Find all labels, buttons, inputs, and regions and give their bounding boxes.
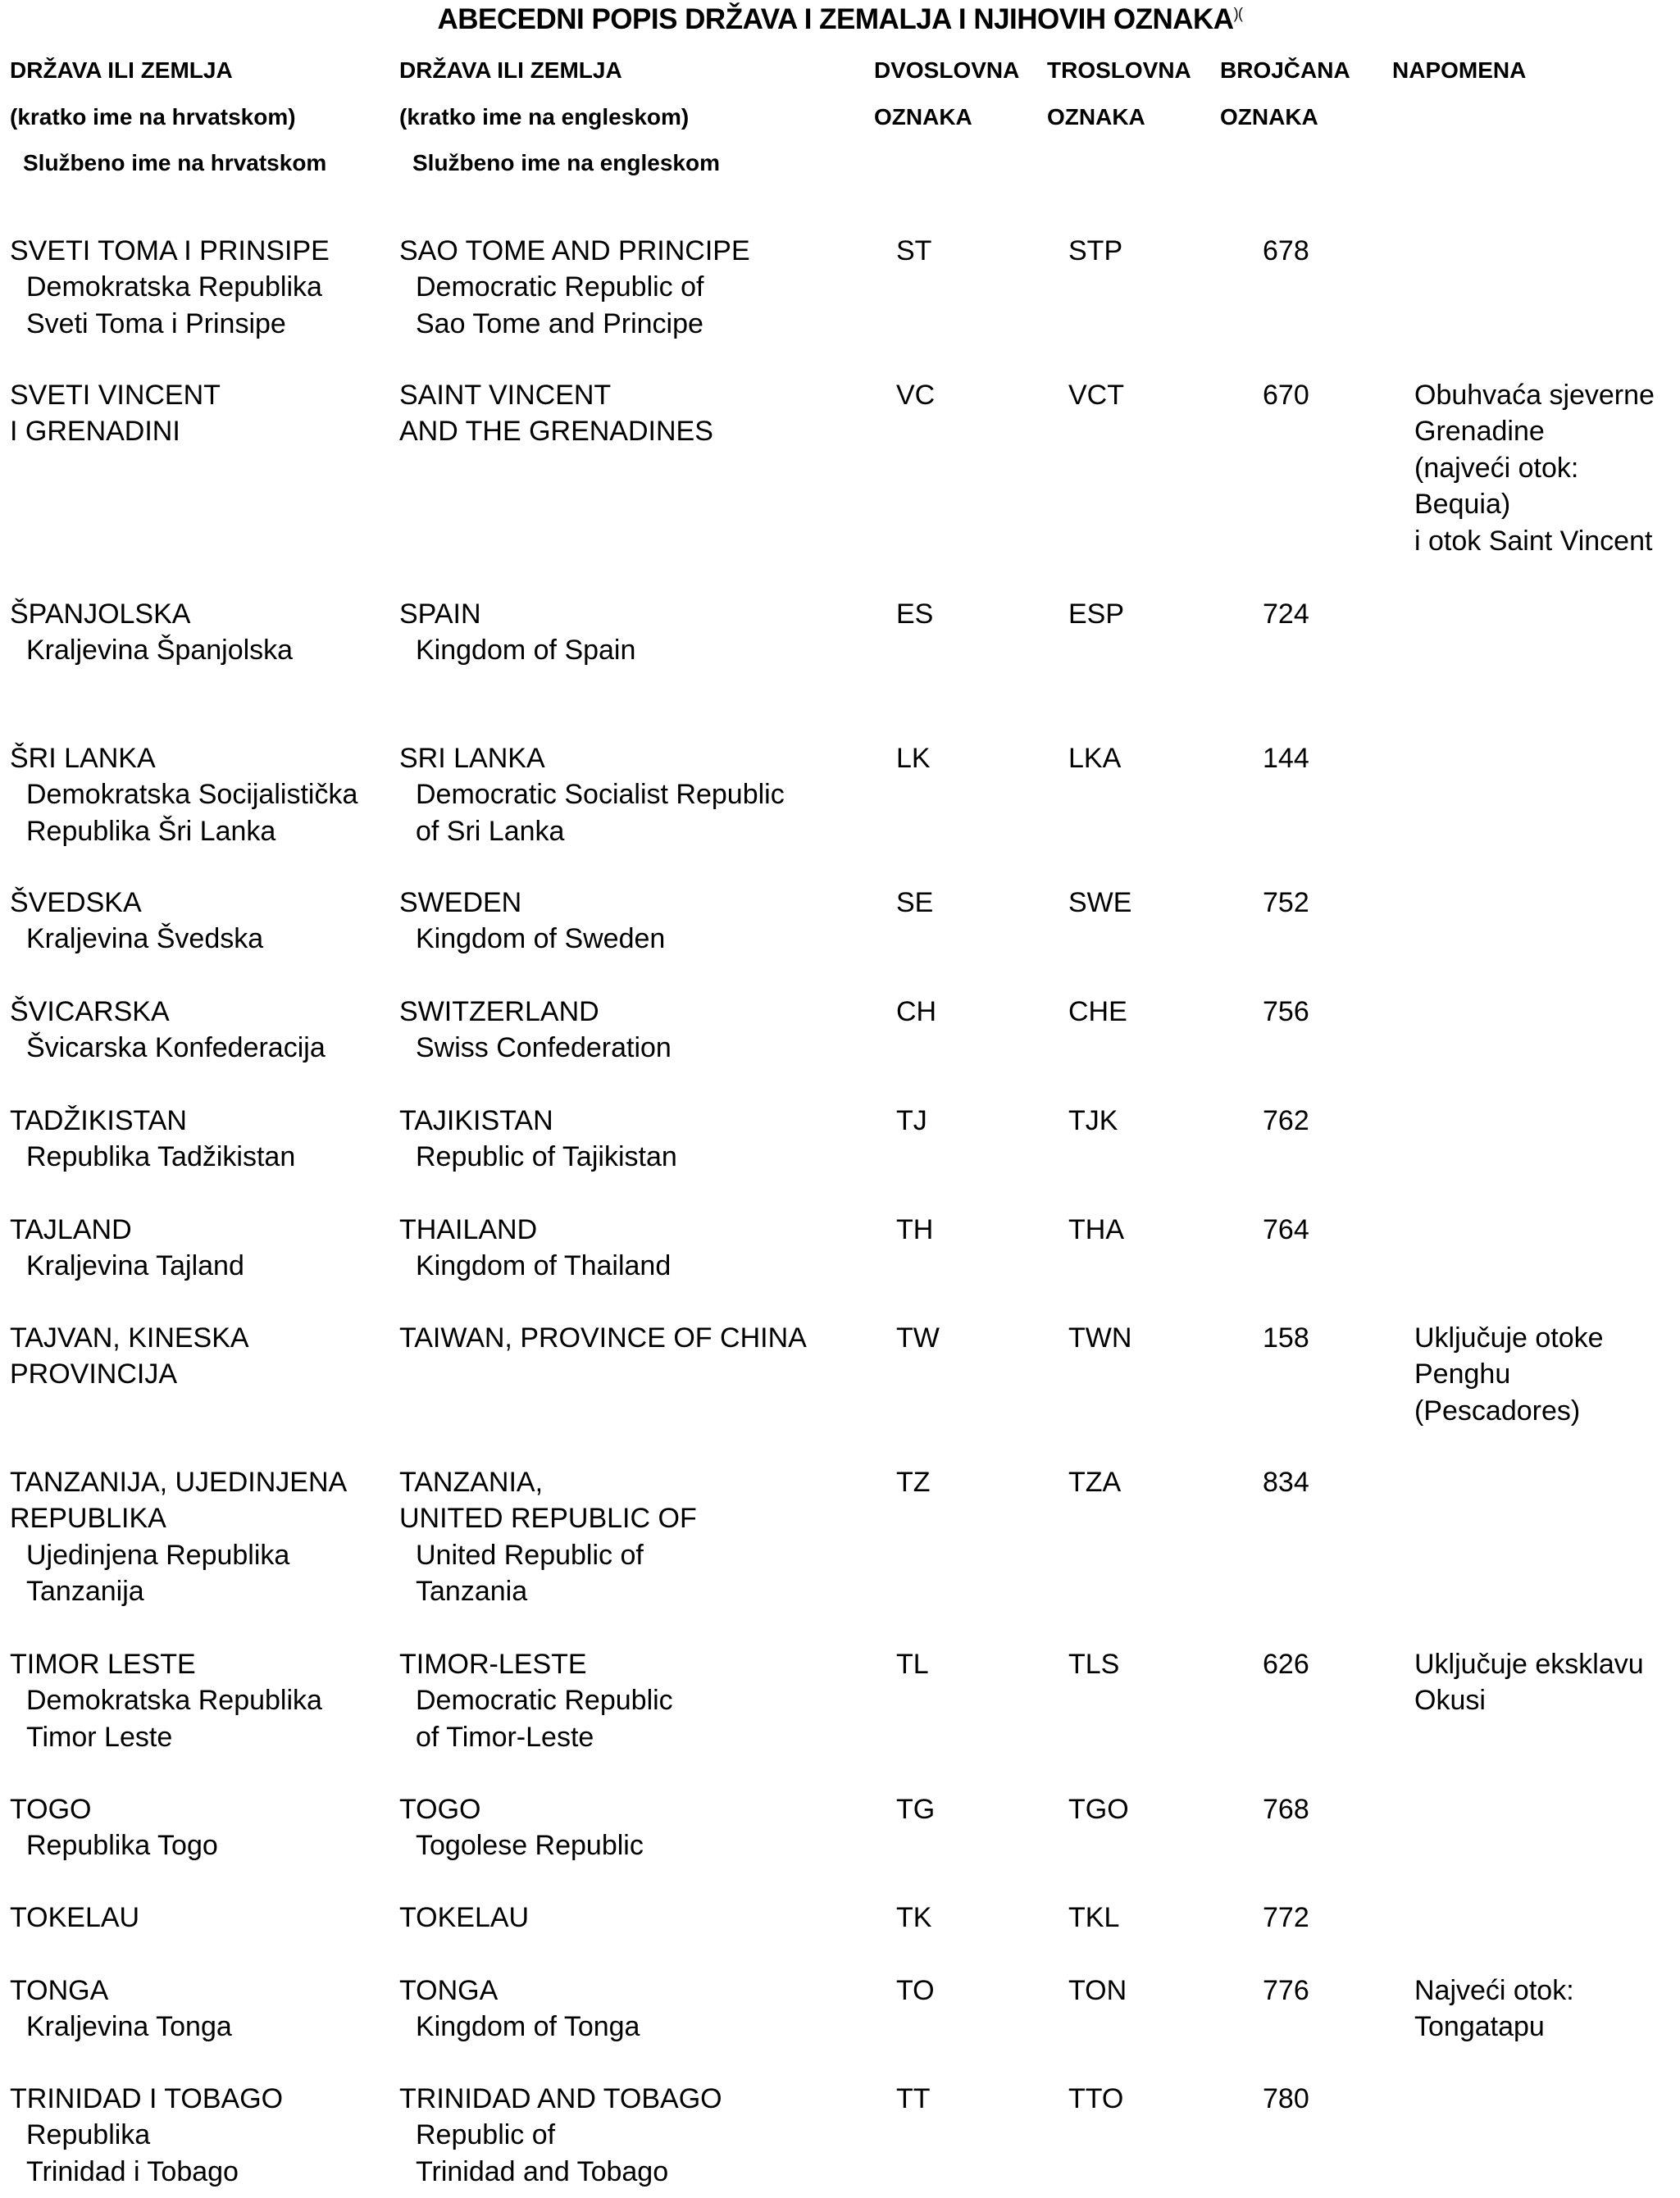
croatian-name-line: Republika Tadžikistan <box>26 1141 296 1173</box>
header-en-official: Službeno ime na engleskom <box>412 150 720 175</box>
english-name-line: SWEDEN <box>399 887 522 918</box>
english-name-line: TRINIDAD AND TOBAGO <box>399 2083 722 2114</box>
alpha2-code: TZ <box>896 1467 931 1498</box>
english-name <box>399 233 750 342</box>
numeric-code: 776 <box>1263 1975 1309 2006</box>
alpha3-code: VCT <box>1068 380 1124 411</box>
header-hr-name: DRŽAVA ILI ZEMLJA <box>10 57 233 83</box>
english-name <box>399 1212 671 1285</box>
alpha3-code: TWN <box>1068 1322 1132 1354</box>
note-line: Bequia) <box>1414 489 1511 521</box>
numeric-code: 626 <box>1263 1649 1309 1680</box>
croatian-name-line: Demokratska Republika <box>26 271 322 303</box>
croatian-name <box>10 233 330 342</box>
english-name-line: of Sri Lanka <box>416 815 565 847</box>
english-name-line: Kingdom of Spain <box>416 635 636 667</box>
croatian-name <box>10 596 293 669</box>
alpha2-code: CH <box>896 996 937 1027</box>
english-name-line: Democratic Republic <box>416 1685 673 1717</box>
english-name-line: Trinidad and Tobago <box>416 2155 669 2187</box>
croatian-name-line: Kraljevina Tajland <box>26 1250 244 1282</box>
alpha3-code: TKL <box>1068 1902 1120 1933</box>
english-name <box>399 1103 677 1176</box>
numeric-code: 752 <box>1263 887 1309 918</box>
english-name-line: SPAIN <box>399 598 481 630</box>
english-name-line: Kingdom of Tonga <box>416 2011 640 2043</box>
note-line: Obuhvaća sjeverne <box>1414 380 1655 411</box>
english-name-line: TOKELAU <box>399 1902 530 1933</box>
alpha2-code: TK <box>896 1902 932 1933</box>
english-name <box>399 885 665 958</box>
english-name <box>399 1464 697 1610</box>
croatian-name <box>10 994 326 1067</box>
alpha2-code: VC <box>896 380 936 411</box>
croatian-name-line: SVETI VINCENT <box>10 380 221 411</box>
croatian-name-line: TAJVAN, KINESKA <box>10 1322 249 1354</box>
croatian-name-line: Demokratska Socijalistička <box>26 779 358 811</box>
note-line: Tongatapu <box>1414 2011 1545 2043</box>
english-name-line: Democratic Republic of <box>416 271 704 303</box>
croatian-name-line: Ujedinjena Republika <box>26 1539 290 1571</box>
english-name <box>399 1791 644 1864</box>
header-numeric: BROJČANA <box>1220 57 1350 83</box>
croatian-name-line: Kraljevina Tonga <box>26 2011 232 2043</box>
note <box>1414 1973 1574 2046</box>
english-name-line: TIMOR-LESTE <box>399 1649 587 1680</box>
croatian-name-line: Trinidad i Tobago <box>26 2155 239 2187</box>
numeric-code: 834 <box>1263 1467 1309 1498</box>
note-line: Grenadine <box>1414 416 1545 448</box>
english-name-line: Tanzania <box>416 1576 528 1608</box>
note <box>1414 1320 1604 1429</box>
header-alpha2-sub: OZNAKA <box>874 104 972 130</box>
alpha2-code: TG <box>896 1794 936 1825</box>
note-line: Uključuje otoke <box>1414 1322 1604 1354</box>
english-name <box>399 1973 640 2046</box>
numeric-code: 764 <box>1263 1214 1309 1245</box>
croatian-name-line: TRINIDAD I TOBAGO <box>10 2083 284 2114</box>
croatian-name <box>10 1973 232 2046</box>
croatian-name <box>10 740 357 849</box>
header-alpha3: TROSLOVNA <box>1047 57 1191 83</box>
alpha2-code: TJ <box>896 1105 927 1136</box>
croatian-name <box>10 885 263 958</box>
numeric-code: 724 <box>1263 598 1309 630</box>
english-name-line: Togolese Republic <box>416 1830 644 1862</box>
alpha3-code: LKA <box>1068 743 1122 774</box>
numeric-code: 762 <box>1263 1105 1309 1136</box>
english-name-line: of Timor-Leste <box>416 1721 594 1753</box>
alpha2-code: ST <box>896 235 932 266</box>
header-en-name: DRŽAVA ILI ZEMLJA <box>399 57 622 83</box>
croatian-name-line: TOKELAU <box>10 1902 140 1933</box>
alpha3-code: STP <box>1068 235 1123 266</box>
croatian-name-line: TAJLAND <box>10 1214 132 1245</box>
english-name-line: UNITED REPUBLIC OF <box>399 1503 697 1535</box>
croatian-name-line: REPUBLIKA <box>10 1503 166 1535</box>
english-name <box>399 1646 673 1755</box>
croatian-name-line: Kraljevina Švedska <box>26 923 264 955</box>
croatian-name-line: TADŽIKISTAN <box>10 1105 187 1136</box>
english-name-line: Republic of <box>416 2119 556 2151</box>
croatian-name-line: Kraljevina Španjolska <box>26 635 294 667</box>
note-line: i otok Saint Vincent <box>1414 525 1653 557</box>
header-hr-official: Službeno ime na hrvatskom <box>23 150 327 175</box>
english-name <box>399 596 635 669</box>
croatian-name-line: ŠPANJOLSKA <box>10 598 191 630</box>
alpha3-code: THA <box>1068 1214 1124 1245</box>
croatian-name <box>10 1320 249 1393</box>
croatian-name-line: ŠVICARSKA <box>10 996 170 1027</box>
alpha2-code: LK <box>896 743 931 774</box>
alpha3-code: CHE <box>1068 996 1127 1027</box>
croatian-name-line: Timor Leste <box>26 1721 173 1753</box>
croatian-name-line: Republika Šri Lanka <box>26 815 276 847</box>
alpha2-code: TT <box>896 2083 931 2114</box>
note-line: (Pescadores) <box>1414 1395 1581 1427</box>
english-name-line: TAIWAN, PROVINCE OF CHINA <box>399 1322 807 1354</box>
croatian-name-line: Švicarska Konfederacija <box>26 1032 326 1064</box>
alpha2-code: TL <box>896 1649 929 1680</box>
header-alpha3-sub: OZNAKA <box>1047 104 1145 130</box>
croatian-name <box>10 1791 218 1864</box>
numeric-code: 678 <box>1263 235 1309 266</box>
croatian-name <box>10 1212 244 1285</box>
english-name-line: TANZANIA, <box>399 1467 544 1498</box>
croatian-name-line: Republika Togo <box>26 1830 218 1862</box>
alpha3-code: ESP <box>1068 598 1125 630</box>
alpha3-code: TJK <box>1068 1105 1118 1136</box>
alpha2-code: TH <box>896 1214 934 1245</box>
croatian-name <box>10 1464 347 1610</box>
english-name <box>399 1900 529 1936</box>
english-name-line: THAILAND <box>399 1214 538 1245</box>
note <box>1414 1646 1644 1719</box>
english-name <box>399 740 785 849</box>
header-numeric-sub: OZNAKA <box>1220 104 1318 130</box>
note-line: (najveći otok: <box>1414 452 1579 484</box>
header-alpha2: DVOSLOVNA <box>874 57 1020 83</box>
alpha2-code: ES <box>896 598 934 630</box>
alpha2-code: SE <box>896 887 934 918</box>
english-name <box>399 2081 722 2190</box>
header-hr-short: (kratko ime na hrvatskom) <box>10 104 296 130</box>
note-line: Najveći otok: <box>1414 1975 1574 2006</box>
english-name-line: TOGO <box>399 1794 481 1825</box>
note-line: Uključuje eksklavu <box>1414 1649 1644 1680</box>
numeric-code: 780 <box>1263 2083 1309 2114</box>
alpha3-code: TGO <box>1068 1794 1129 1825</box>
english-name-line: TONGA <box>399 1975 499 2006</box>
english-name-line: Kingdom of Sweden <box>416 923 666 955</box>
croatian-name <box>10 1103 295 1176</box>
alpha3-code: SWE <box>1068 887 1132 918</box>
english-name-line: SAINT VINCENT <box>399 380 612 411</box>
english-name-line: Kingdom of Thailand <box>416 1250 672 1282</box>
document-title <box>0 3 1680 36</box>
croatian-name-line: TONGA <box>10 1975 109 2006</box>
numeric-code: 144 <box>1263 743 1309 774</box>
croatian-name-line: ŠVEDSKA <box>10 887 142 918</box>
croatian-name-line: TOGO <box>10 1794 92 1825</box>
title-footnote-mark: )( <box>1233 5 1243 22</box>
croatian-name-line: Demokratska Republika <box>26 1685 322 1717</box>
english-name-line: TAJIKISTAN <box>399 1105 553 1136</box>
croatian-name-line: TANZANIJA, UJEDINJENA <box>10 1467 348 1498</box>
english-name-line: Republic of Tajikistan <box>416 1141 677 1173</box>
croatian-name-line: Sveti Toma i Prinsipe <box>26 307 286 339</box>
croatian-name-line: I GRENADINI <box>10 416 180 448</box>
numeric-code: 670 <box>1263 380 1309 411</box>
english-name-line: Swiss Confederation <box>416 1032 672 1064</box>
note <box>1414 377 1655 559</box>
english-name-line: Democratic Socialist Republic <box>416 779 785 811</box>
alpha2-code: TO <box>896 1975 935 2006</box>
english-name-line: SRI LANKA <box>399 743 545 774</box>
croatian-name-line: SVETI TOMA I PRINSIPE <box>10 235 330 266</box>
english-name-line: United Republic of <box>416 1539 644 1571</box>
numeric-code: 768 <box>1263 1794 1309 1825</box>
note-line: Penghu <box>1414 1358 1511 1390</box>
alpha3-code: TON <box>1068 1975 1127 2006</box>
english-name <box>399 1320 807 1356</box>
croatian-name <box>10 1646 322 1755</box>
title-text: ABECEDNI POPIS DRŽAVA I ZEMALJA I NJIHOVIH OZNAKA <box>437 3 1234 35</box>
english-name-line: SAO TOME AND PRINCIPE <box>399 235 750 266</box>
croatian-name-line: ŠRI LANKA <box>10 743 156 774</box>
english-name-line: SWITZERLAND <box>399 996 599 1027</box>
alpha2-code: TW <box>896 1322 940 1354</box>
numeric-code: 772 <box>1263 1902 1309 1933</box>
numeric-code: 756 <box>1263 996 1309 1027</box>
english-name-line: AND THE GRENADINES <box>399 416 713 448</box>
numeric-code: 158 <box>1263 1322 1309 1354</box>
alpha3-code: TLS <box>1068 1649 1120 1680</box>
english-name <box>399 377 713 450</box>
english-name-line: Sao Tome and Principe <box>416 307 703 339</box>
croatian-name-line: TIMOR LESTE <box>10 1649 196 1680</box>
header-en-short: (kratko ime na engleskom) <box>399 104 690 130</box>
croatian-name-line: PROVINCIJA <box>10 1358 178 1390</box>
croatian-name <box>10 377 221 450</box>
english-name <box>399 994 672 1067</box>
croatian-name-line: Tanzanija <box>26 1576 144 1608</box>
note-line: Okusi <box>1414 1685 1486 1717</box>
croatian-name <box>10 1900 139 1936</box>
croatian-name <box>10 2081 283 2190</box>
alpha3-code: TTO <box>1068 2083 1124 2114</box>
croatian-name-line: Republika <box>26 2119 151 2151</box>
header-note: NAPOMENA <box>1392 57 1527 83</box>
alpha3-code: TZA <box>1068 1467 1122 1498</box>
